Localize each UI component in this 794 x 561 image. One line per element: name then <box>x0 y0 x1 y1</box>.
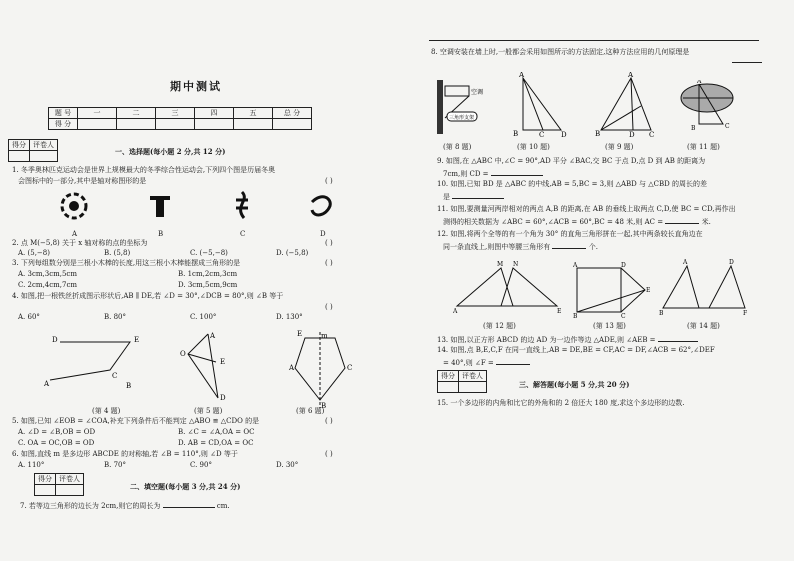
figure-12 <box>453 258 563 314</box>
option: D. 30° <box>276 461 299 469</box>
option: D. 3cm,5cm,9cm <box>178 281 238 289</box>
score-col: 三 <box>156 108 195 119</box>
score-cell <box>117 119 156 130</box>
svg-text:A: A <box>519 72 525 79</box>
option: A. 60° <box>18 313 40 321</box>
question-1-line-1: 1. 冬季奥林匹克运动会是世界上规模最大的冬季综合性运动会,下列四个图是历届冬奥 <box>12 166 276 174</box>
option: A. ∠D = ∠B,OB = OD <box>18 428 96 436</box>
grader-cell <box>35 485 56 496</box>
svg-text:A: A <box>697 80 702 85</box>
svg-text:D: D <box>621 262 626 269</box>
answer-blank[interactable] <box>491 168 543 176</box>
figure-4 <box>40 330 150 390</box>
score-cell <box>156 119 195 130</box>
answer-paren: ( ) <box>325 303 333 311</box>
option: B. (5,8) <box>104 249 131 257</box>
figure-caption: (第 9 题) <box>605 143 634 151</box>
svg-text:A: A <box>573 262 578 269</box>
grader-score-label: 得分 <box>9 140 30 151</box>
score-table <box>48 107 312 130</box>
question-9-line-2 <box>443 168 543 179</box>
grader-cell <box>9 151 30 162</box>
figure-caption: (第 10 题) <box>517 143 550 151</box>
svg-text:D: D <box>561 131 567 138</box>
answer-paren: ( ) <box>325 417 333 425</box>
q1-emblems <box>52 188 352 228</box>
score-cell <box>234 119 273 130</box>
svg-text:A: A <box>628 72 634 79</box>
answer-blank[interactable] <box>732 55 762 63</box>
question-7-text: 7. 若等边三角形的边长为 2cm,则它的周长为 <box>20 502 161 510</box>
fig8-label-ac: 空调 <box>471 89 484 96</box>
q11-unit: 米. <box>701 218 711 226</box>
emblem-b <box>150 196 170 217</box>
svg-text:N: N <box>513 261 519 268</box>
q14-text: = 40°,则 ∠F = <box>443 359 494 367</box>
option: D. (−5,8) <box>276 249 309 257</box>
answer-blank[interactable] <box>552 241 586 249</box>
option-label: B <box>158 230 164 238</box>
svg-text:C: C <box>621 313 626 318</box>
grader-cell <box>30 151 58 162</box>
svg-text:E: E <box>646 287 651 294</box>
svg-text:A: A <box>683 259 688 266</box>
grader-box-1 <box>8 139 58 162</box>
q12-text: 同一条直线上,则图中等腰三角形有 <box>443 243 551 251</box>
q10-text: 是 <box>443 193 450 201</box>
grader-cell <box>56 485 84 496</box>
svg-text:B: B <box>321 402 327 410</box>
score-cell <box>195 119 234 130</box>
svg-text:B: B <box>513 130 519 138</box>
question-13 <box>437 334 698 345</box>
svg-text:C: C <box>539 131 545 138</box>
svg-text:E: E <box>220 358 226 366</box>
question-5: 5. 如图,已知 ∠EOB = ∠COA,补充下列条件后不能判定 △ABO ≌ △CDO 的是 <box>12 417 260 425</box>
answer-blank[interactable] <box>665 216 699 224</box>
grader-score-label: 得分 <box>438 371 459 382</box>
svg-text:E: E <box>557 308 562 314</box>
score-cell <box>78 119 117 130</box>
svg-text:A: A <box>289 364 295 372</box>
svg-text:A: A <box>210 332 216 340</box>
svg-text:B: B <box>691 125 696 132</box>
svg-text:M: M <box>497 261 504 268</box>
page-title: 期中测试 <box>170 80 222 93</box>
answer-blank[interactable] <box>452 191 504 199</box>
question-4: 4. 如图,把一根铁丝折成图示形状后,AB ∥ DE,若 ∠D = 30°,∠DCB = 80°,则 ∠B 等于 <box>12 292 284 300</box>
score-row-label: 得 分 <box>49 119 78 130</box>
point-label-c: C <box>112 372 118 380</box>
option: C. 90° <box>190 461 212 469</box>
score-col: 五 <box>234 108 273 119</box>
grader-cell <box>459 382 487 393</box>
svg-text:m: m <box>321 332 328 340</box>
score-row-label: 题 号 <box>49 108 78 119</box>
question-12-line-2 <box>443 241 598 252</box>
point-label-d: D <box>52 336 58 344</box>
answer-blank[interactable] <box>163 500 215 508</box>
score-col: 总 分 <box>273 108 312 119</box>
q9-text: 7cm,则 CD = <box>443 170 489 178</box>
figure-caption: (第 11 题) <box>687 143 720 151</box>
question-14-line-2 <box>443 357 530 368</box>
figure-caption: (第 8 题) <box>443 143 472 151</box>
score-col: 二 <box>117 108 156 119</box>
q12-unit: 个. <box>588 243 598 251</box>
figure-caption: (第 4 题) <box>92 407 121 415</box>
svg-text:B: B <box>573 313 578 318</box>
svg-text:C: C <box>725 123 730 130</box>
option: B. 1cm,2cm,3cm <box>178 270 238 278</box>
svg-text:B: B <box>659 310 664 316</box>
grader-cell <box>438 382 459 393</box>
top-rule <box>429 40 759 41</box>
svg-text:E: E <box>297 330 303 338</box>
figure-9 <box>595 72 657 138</box>
figure-caption: (第 14 题) <box>687 322 720 330</box>
answer-paren: ( ) <box>325 259 333 267</box>
svg-text:F: F <box>743 310 748 316</box>
figure-8 <box>433 78 501 138</box>
option: C. 100° <box>190 313 217 321</box>
question-15: 15. 一个多边形的内角和比它的外角和的 2 倍还大 180 度,求这个多边形的边数. <box>437 399 685 407</box>
section-1-heading: 一、选择题(每小题 2 分,共 12 分) <box>115 147 226 156</box>
emblem-a <box>62 194 86 218</box>
question-7 <box>20 500 230 511</box>
right-column <box>397 0 794 561</box>
score-col: 四 <box>195 108 234 119</box>
score-cell <box>273 119 312 130</box>
grader-label: 评卷人 <box>56 474 84 485</box>
answer-paren: ( ) <box>325 450 333 458</box>
option-label: D <box>320 230 326 238</box>
figure-caption: (第 6 题) <box>296 407 325 415</box>
option: B. 70° <box>104 461 127 469</box>
section-2-heading: 二、填空题(每小题 3 分,共 24 分) <box>130 482 241 491</box>
question-10-line-1: 10. 如图,已知 BD 是 △ABC 的中线,AB = 5,BC = 3,则 △ABD 与 △CBD 的周长的差 <box>437 180 707 188</box>
fig8-label-bracket: 三角形支架 <box>449 115 475 121</box>
answer-blank[interactable] <box>658 334 698 342</box>
svg-text:D: D <box>729 259 734 266</box>
figure-11 <box>679 80 739 136</box>
point-label-a: A <box>44 380 50 388</box>
wall <box>437 80 443 134</box>
figure-5 <box>178 330 238 405</box>
point-label-b: B <box>126 382 132 390</box>
question-9-line-1: 9. 如图,在 △ABC 中,∠C = 90°,AD 平分 ∠BAC,交 BC 于点 D,点 D 到 AB 的距离为 <box>437 157 706 165</box>
svg-text:C: C <box>347 364 353 372</box>
option: D. 130° <box>276 313 303 321</box>
option: B. ∠C = ∠A,OA = OC <box>178 428 255 436</box>
option: C. (−5,−8) <box>190 249 228 257</box>
question-3: 3. 下列每组数分别是三根小木棒的长度,用这三根小木棒能摆成三角形的是 <box>12 259 241 267</box>
grader-box-2 <box>34 473 84 496</box>
question-11-line-1: 11. 如图,要测量河两岸相对的两点 A,B 的距离,在 AB 的垂线上取两点 C,D,使 BC = CD,再作出 <box>437 205 736 213</box>
option: A. (5,−8) <box>18 249 50 257</box>
question-12-line-1: 12. 如图,将两个全等的有一个角为 30° 的直角三角形拼在一起,其中两条较长直角边在 <box>437 230 703 238</box>
emblem-d <box>312 197 330 215</box>
grader-label: 评卷人 <box>459 371 487 382</box>
question-10-line-2 <box>443 191 504 202</box>
score-col: 一 <box>78 108 117 119</box>
answer-paren: ( ) <box>325 177 333 185</box>
svg-text:C: C <box>649 131 655 138</box>
figure-6 <box>285 330 355 410</box>
question-1-line-2: 会图标中的一部分,其中是轴对称图形的是 <box>18 177 147 185</box>
option-label: C <box>240 230 246 238</box>
emblem-c <box>236 192 248 218</box>
svg-text:D: D <box>220 394 226 402</box>
option: A. 3cm,3cm,5cm <box>18 270 77 278</box>
section-3-heading: 三、解答题(每小题 5 分,共 20 分) <box>519 380 630 389</box>
question-11-line-2 <box>443 216 711 227</box>
svg-text:O: O <box>180 350 186 358</box>
svg-text:B: B <box>595 130 601 138</box>
question-2: 2. 点 M(−5,8) 关于 x 轴对称的点的坐标为 <box>12 239 148 247</box>
option: D. AB = CD,OA = OC <box>178 439 254 447</box>
grader-score-label: 得分 <box>35 474 56 485</box>
q13-text: 13. 如图,以正方形 ABCD 的边 AD 为一边作等边 △ADE,则 ∠AEB = <box>437 336 656 344</box>
question-14-line-1: 14. 如图,点 B,E,C,F 在同一直线上,AB = DE,BE = CF,AC = DF,∠ACB = 62°,∠DEF <box>437 346 715 354</box>
question-8: 8. 空调安装在墙上时,一般都会采用如图所示的方法固定,这种方法应用的几何原理是 <box>431 48 690 56</box>
figure-caption: (第 12 题) <box>483 322 516 330</box>
q11-text: 测得的相关数据为 ∠ABC = 60°,∠ACB = 60°,BC = 48 米,则 AC = <box>443 218 664 226</box>
figure-14 <box>659 258 749 316</box>
option: A. 110° <box>18 461 45 469</box>
figure-caption: (第 5 题) <box>194 407 223 415</box>
question-7-unit: cm. <box>216 502 230 510</box>
question-6: 6. 如图,直线 m 是多边形 ABCDE 的对称轴,若 ∠B = 110°,则 ∠D 等于 <box>12 450 238 458</box>
option: C. OA = OC,OB = OD <box>18 439 95 447</box>
answer-paren: ( ) <box>325 239 333 247</box>
figure-10 <box>509 72 567 138</box>
point-label-e: E <box>134 336 140 344</box>
option-label: A <box>72 230 78 238</box>
option: B. 80° <box>104 313 127 321</box>
svg-text:A: A <box>453 308 458 314</box>
answer-blank[interactable] <box>496 357 530 365</box>
figure-13 <box>573 262 651 318</box>
option: C. 2cm,4cm,7cm <box>18 281 78 289</box>
grader-box-3 <box>437 370 487 393</box>
figure-caption: (第 13 题) <box>593 322 626 330</box>
grader-label: 评卷人 <box>30 140 58 151</box>
svg-text:D: D <box>629 131 635 138</box>
